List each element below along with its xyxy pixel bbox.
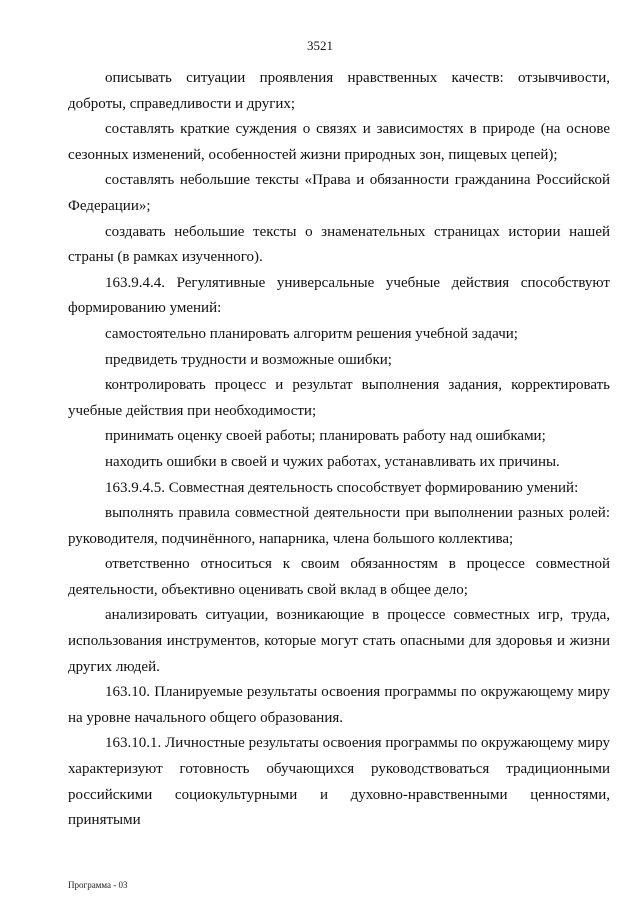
paragraph: создавать небольшие тексты о знаменательных страницах истории нашей страны (в рамках изученного). [68,223,610,266]
paragraph: выполнять правила совместной деятельности при выполнении разных ролей: руководителя, подчинённого, напарника, члена большого коллектива; [68,505,610,547]
paragraph: контролировать процесс и результат выполнения задания, корректировать учебные действия при необходимости; [68,377,610,419]
paragraph: находить ошибки в своей и чужих работах, устанавливать их причины. [105,453,560,470]
paragraph: принимать оценку своей работы; планировать работу над ошибками; [105,428,546,445]
paragraph: описывать ситуации проявления нравственных качеств: отзывчивости, доброты, справедливости и других; [68,70,610,112]
paragraph: ответственно относиться к своим обязанностям в процессе совместной деятельности, объективно оценивать свой вклад в общее дело; [68,556,610,598]
page-number: 3521 [307,38,333,53]
paragraph: анализировать ситуации, возникающие в процессе совместных игр, труда, использования инструментов, которые могут стать опасными для здоровья и жизни других людей. [68,607,610,675]
paragraph: предвидеть трудности и возможные ошибки; [105,351,392,368]
paragraph: составлять небольшие тексты «Права и обязанности гражданина Российской Федерации»; [68,172,610,214]
paragraph: составлять краткие суждения о связях и зависимостях в природе (на основе сезонных изменений, особенностей жизни природных зон, пищевых цепей); [68,121,610,163]
document-body [68,66,610,834]
section-paragraph: 163.10. Планируемые результаты освоения программы по окружающему миру на уровне начального общего образования. [68,684,610,726]
section-paragraph: 163.9.4.5. Совместная деятельность способствует формированию умений: [105,479,579,496]
section-paragraph: 163.9.4.4. Регулятивные универсальные учебные действия способствуют формированию умений: [68,274,610,317]
paragraph: самостоятельно планировать алгоритм решения учебной задачи; [105,325,518,342]
page-footer: Программа - 03 [68,880,128,890]
section-paragraph: 163.10.1. Личностные результаты освоения программы по окружающему миру характеризуют готовность обучающихся руководствоваться традиционными российскими социокультурными и духовно-нравственными ценностями, принятыми [68,735,610,829]
